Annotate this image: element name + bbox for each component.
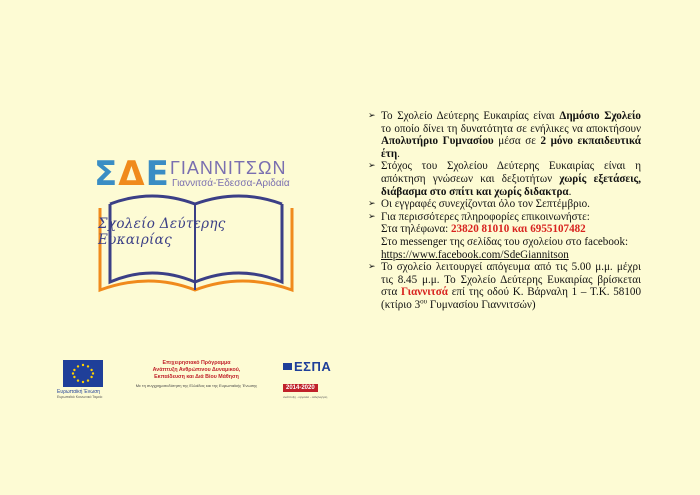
bold-text: χωρίς εξετάσεις, διάβασμα στο σπίτι και χωρίς διδακτρα	[381, 172, 641, 198]
phone-line	[381, 223, 641, 236]
espa-tagline: ανάπτυξη - εργασία - αλληλεγγύη	[283, 395, 328, 399]
eu-subcaption: Ευρωπαϊκό Κοινωνικό Ταμείο	[57, 395, 103, 399]
text: Στόχος του Σχολείου Δεύτερης Ευκαιρίας είναι η απόκτηση γνώσεων και δεξιοτήτων	[381, 160, 641, 185]
espa-years: 2014-2020	[283, 384, 318, 392]
bold-text: 2 μόνο εκπαιδευτικά έτη	[381, 135, 641, 160]
eu-logo	[57, 360, 115, 399]
logo-subcity: Γιαννιτσά-Έδεσσα-Αριδαία	[172, 178, 290, 189]
espa-title: ΕΣΠΑ	[294, 359, 332, 374]
logo-letter-epsilon: Ε	[145, 154, 170, 194]
text: Στο messenger της σελίδας του σχολείου στο facebook:	[381, 235, 629, 248]
school-name: Σχολείο Δεύτερης Ευκαιρίας	[98, 216, 226, 248]
eu-flag-icon	[63, 360, 103, 387]
phone-numbers[interactable]: 23820 81010 και 6955107482	[451, 223, 586, 236]
town-name: Γιαννιτσά	[401, 286, 449, 299]
op-line-2: Ανάπτυξη Ανθρώπινου Δυναμικού,	[152, 366, 241, 373]
logo-letters	[94, 156, 170, 192]
info-list	[368, 110, 641, 312]
phone-label: Στα τηλέφωνα:	[381, 223, 451, 236]
superscript: ου	[420, 297, 428, 306]
text: το οποίο δίνει τη δυνατότητα σε ενήλικες να αποκτήσουν	[381, 122, 641, 135]
list-item	[368, 211, 641, 261]
operational-programme	[124, 360, 269, 390]
list-item	[368, 110, 641, 160]
espa-logo	[283, 358, 333, 399]
text: Το σχολείο λειτουργεί απόγευμα από τις 5.00 μ.μ. μέχρι τις 8.45 μ.μ. Το Σχολείο Δεύτερης Ευκαιρίας βρίσκεται στα	[381, 261, 641, 299]
bold-text: Απολυτήριο Γυμνασίου	[381, 135, 494, 148]
text: Οι εγγραφές συνεχίζονται όλο τον Σεπτέμβριο.	[381, 198, 590, 211]
text: Το Σχολείο Δεύτερης Ευκαιρίας είναι	[381, 110, 560, 122]
greek-flag-icon	[283, 363, 292, 370]
logo-letter-delta: Δ	[118, 154, 146, 194]
text: ➢ Για περισσότερες πληροφορίες επικοινωνήστε:	[381, 210, 590, 223]
bold-text: Δημόσιο Σχολείο	[559, 110, 641, 122]
op-cofunding: Με τη συγχρηματοδότηση της Ελλάδας και της Ευρωπαϊκής Ένωσης	[135, 383, 258, 389]
school-logo	[94, 156, 324, 296]
op-line-1: Επιχειρησιακό Πρόγραμμα	[162, 360, 231, 366]
text: Γυμνασίου Γιαννιτσών)	[427, 298, 536, 311]
logo-letter-sigma: Σ	[94, 154, 119, 194]
logo-city: ΓΙΑΝΝΙΤΣΩΝ	[170, 158, 287, 178]
text: μέσα σε	[493, 135, 541, 148]
text: .	[568, 185, 572, 198]
facebook-link[interactable]: https://www.facebook.com/SdeGiannitson	[381, 248, 569, 261]
text: .	[397, 147, 400, 160]
list-item	[368, 261, 641, 311]
text: επί της οδού Κ. Βάρναλη 1 – Τ.Κ. 58100 (κτίριο 3	[381, 286, 641, 311]
list-item	[368, 160, 641, 198]
eu-caption: Ευρωπαϊκή Ένωση	[57, 389, 100, 395]
op-line-3: Εκπαίδευση και Διά Βίου Μάθηση	[154, 373, 239, 380]
list-item	[368, 198, 641, 211]
